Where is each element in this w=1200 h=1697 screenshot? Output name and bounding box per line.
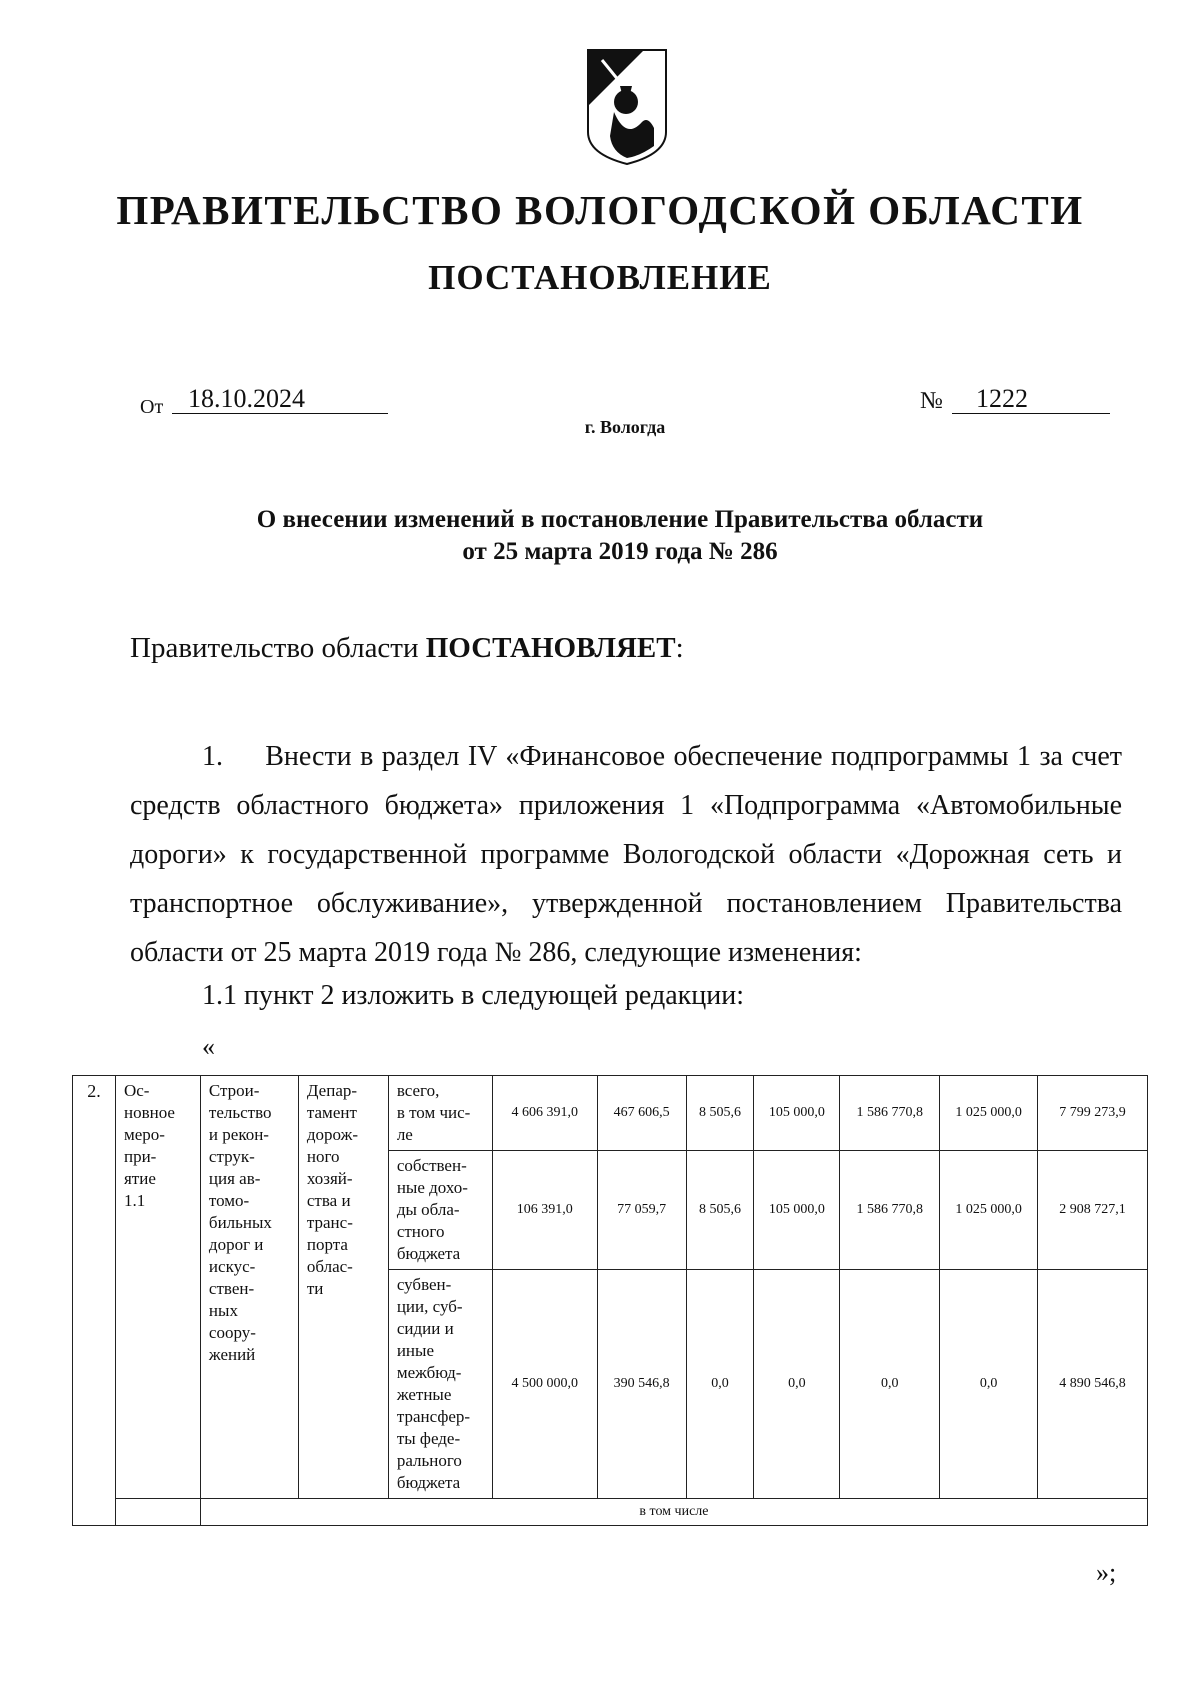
document-number: 1222 (952, 384, 1110, 414)
table-row (73, 1499, 1148, 1526)
coat-of-arms-emblem (584, 46, 670, 168)
measure-cell: Ос- новное меро- при- ятие 1.1 (115, 1076, 200, 1499)
paragraph-1-number: 1. (202, 741, 223, 772)
document-date: 18.10.2024 (172, 384, 388, 414)
value-cell: 0,0 (754, 1270, 840, 1499)
value-cell: 7 799 273,9 (1038, 1076, 1148, 1151)
decree-statement (130, 632, 684, 665)
value-cell: 77 059,7 (597, 1151, 686, 1270)
subject-line-2: от 25 марта 2019 года № 286 (462, 538, 778, 565)
source-cell: всего, в том чис- ле (388, 1076, 492, 1151)
empty-cell (115, 1499, 200, 1526)
value-cell: 1 025 000,0 (940, 1151, 1038, 1270)
source-cell: собствен- ные дохо- ды обла- стного бюджета (388, 1151, 492, 1270)
value-cell: 4 500 000,0 (492, 1270, 597, 1499)
subparagraph-1-1: 1.1 пункт 2 изложить в следующей редакции: (202, 980, 744, 1011)
decree-verb: ПОСТАНОВЛЯЕТ (425, 632, 676, 664)
number-label: № (920, 388, 943, 414)
quote-close: »; (1096, 1558, 1117, 1587)
value-cell: 8 505,6 (686, 1151, 754, 1270)
executor-cell: Депар- тамент дорож- ного хозяй- ства и транс- порта облас- ти (298, 1076, 388, 1499)
table-footer: в том числе (200, 1499, 1147, 1526)
city-name: г. Вологда (584, 417, 666, 437)
government-title: ПРАВИТЕЛЬСТВО ВОЛОГОДСКОЙ ОБЛАСТИ (116, 187, 1084, 233)
value-cell: 105 000,0 (754, 1076, 840, 1151)
value-cell: 0,0 (686, 1270, 754, 1499)
value-cell: 1 586 770,8 (840, 1076, 940, 1151)
quote-open: « (202, 1032, 215, 1061)
value-cell: 467 606,5 (597, 1076, 686, 1151)
source-cell: субвен- ции, суб- сидии и иные межбюд- жетные трансфер- ты феде- рального бюджета (388, 1270, 492, 1499)
amendment-table (72, 1075, 1148, 1526)
value-cell: 106 391,0 (492, 1151, 597, 1270)
value-cell: 0,0 (940, 1270, 1038, 1499)
measure-name-cell: Строи- тельство и рекон- струк- ция ав- томо- бильных дорог и искус- ствен- ных соору- жений (200, 1076, 298, 1499)
document-type-heading: ПОСТАНОВЛЕНИЕ (428, 258, 772, 297)
value-cell: 8 505,6 (686, 1076, 754, 1151)
value-cell: 0,0 (840, 1270, 940, 1499)
paragraph-1-text: Внести в раздел IV «Финансовое обеспечение подпрограммы 1 за счет средств областного бюджета» приложения 1 «Подпрограмма «Автомобильные дороги» к государственной программе Вологодской области «Дорожная сеть и транспортное обслуживание», утвержденной постановлением Правительства области от 25 марта 2019 года № 286, следующие изменения: (130, 741, 1123, 968)
value-cell: 4 890 546,8 (1038, 1270, 1148, 1499)
value-cell: 2 908 727,1 (1038, 1151, 1148, 1270)
table-row (73, 1076, 1148, 1151)
date-label: От (140, 396, 164, 418)
value-cell: 4 606 391,0 (492, 1076, 597, 1151)
value-cell: 1 586 770,8 (840, 1151, 940, 1270)
document-subject (150, 504, 1090, 568)
value-cell: 1 025 000,0 (940, 1076, 1038, 1151)
value-cell: 105 000,0 (754, 1151, 840, 1270)
decree-prefix: Правительство области (130, 632, 426, 664)
decree-suffix: : (675, 632, 684, 664)
value-cell: 390 546,8 (597, 1270, 686, 1499)
subject-line-1: О внесении изменений в постановление Правительства области (256, 506, 984, 533)
row-index: 2. (73, 1076, 116, 1526)
paragraph-1 (130, 732, 1122, 977)
